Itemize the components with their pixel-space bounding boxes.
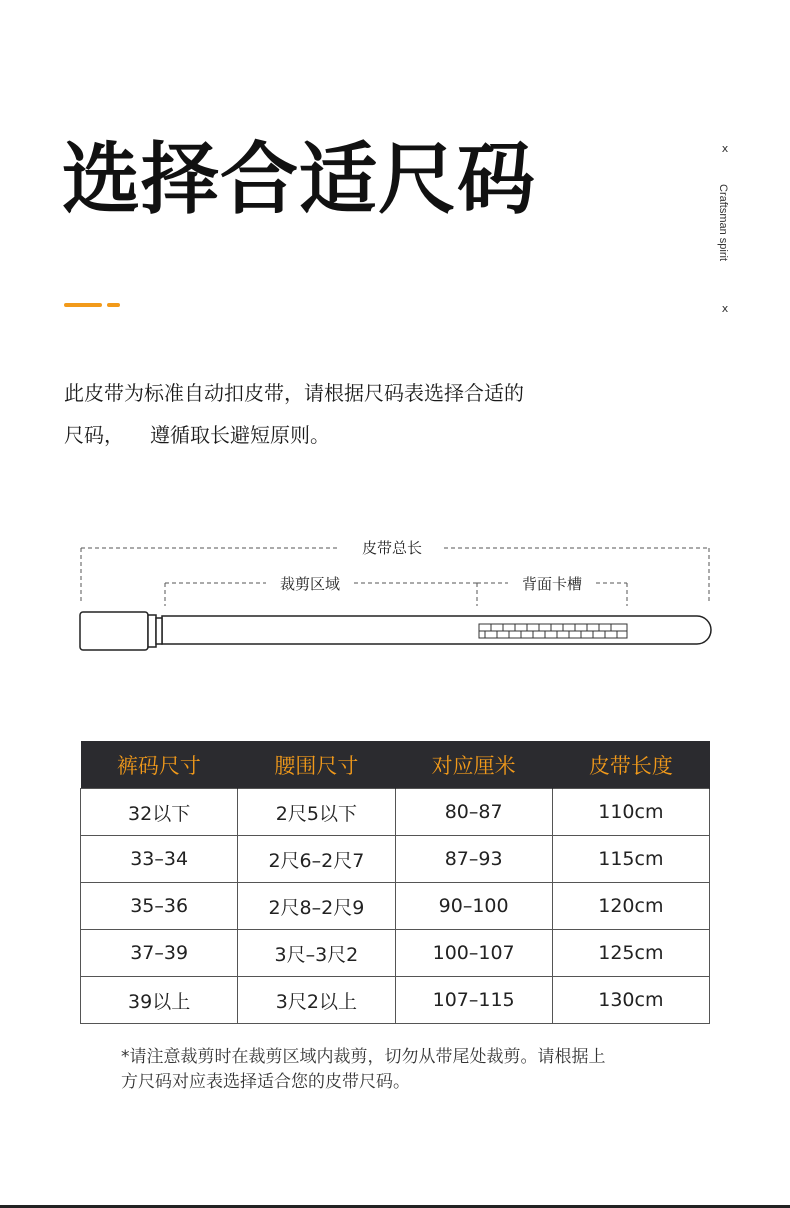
note-line-2: 方尺码对应表选择适合您的皮带尺码。: [121, 1072, 410, 1092]
cutting-note: [121, 1045, 681, 1095]
accent-bar-long: [64, 303, 102, 307]
table-cell: 2尺5以下: [238, 789, 395, 836]
table-cell: 115cm: [552, 836, 709, 883]
description-line-2: [64, 414, 664, 456]
header-belt-length: 皮带长度: [552, 741, 709, 789]
header-waist-size: 腰围尺寸: [238, 741, 395, 789]
belt-diagram: [0, 530, 790, 670]
description-line-2a: 尺码，: [64, 423, 124, 447]
cut-area-label: 裁剪区域: [279, 575, 341, 593]
description: [64, 372, 664, 456]
table-cell: 2尺6–2尺7: [238, 836, 395, 883]
table-cell: 33–34: [81, 836, 238, 883]
belt-strap: [162, 616, 711, 644]
table-cell: 130cm: [552, 977, 709, 1024]
table-row: [81, 836, 710, 883]
table-cell: 3尺–3尺2: [238, 930, 395, 977]
note-line-1: *请注意裁剪时在裁剪区域内裁剪，切勿从带尾处裁剪。请根据上: [121, 1047, 606, 1067]
size-table-header-row: [81, 741, 710, 789]
header-pants-size: 裤码尺寸: [81, 741, 238, 789]
table-cell: 125cm: [552, 930, 709, 977]
page-title: 选择合适尺码: [62, 135, 537, 225]
side-caption: Craftsman spirit: [717, 184, 729, 262]
size-table: [80, 741, 710, 1024]
side-x-top-mark: x: [721, 142, 729, 155]
table-row: [81, 789, 710, 836]
description-line-1: 此皮带为标准自动扣皮带，请根据尺码表选择合适的: [64, 381, 524, 405]
table-cell: 39以上: [81, 977, 238, 1024]
table-cell: 2尺8–2尺9: [238, 883, 395, 930]
table-cell: 32以下: [81, 789, 238, 836]
table-cell: 80–87: [395, 789, 552, 836]
table-cell: 120cm: [552, 883, 709, 930]
header-centimeters: 对应厘米: [395, 741, 552, 789]
table-row: [81, 977, 710, 1024]
table-row: [81, 930, 710, 977]
table-row: [81, 883, 710, 930]
description-line-2b: 遵循取长避短原则。: [150, 423, 330, 447]
table-cell: 100–107: [395, 930, 552, 977]
table-cell: 107–115: [395, 977, 552, 1024]
table-cell: 3尺2以上: [238, 977, 395, 1024]
table-cell: 110cm: [552, 789, 709, 836]
total-length-label: 皮带总长: [361, 539, 423, 557]
back-slot-grid: [479, 624, 627, 638]
table-cell: 90–100: [395, 883, 552, 930]
back-slot-label: 背面卡槽: [521, 575, 583, 593]
belt-buckle: [80, 612, 162, 650]
table-cell: 35–36: [81, 883, 238, 930]
table-cell: 37–39: [81, 930, 238, 977]
side-x-bottom-mark: x: [721, 302, 729, 315]
accent-bar-short: [107, 303, 120, 307]
table-cell: 87–93: [395, 836, 552, 883]
